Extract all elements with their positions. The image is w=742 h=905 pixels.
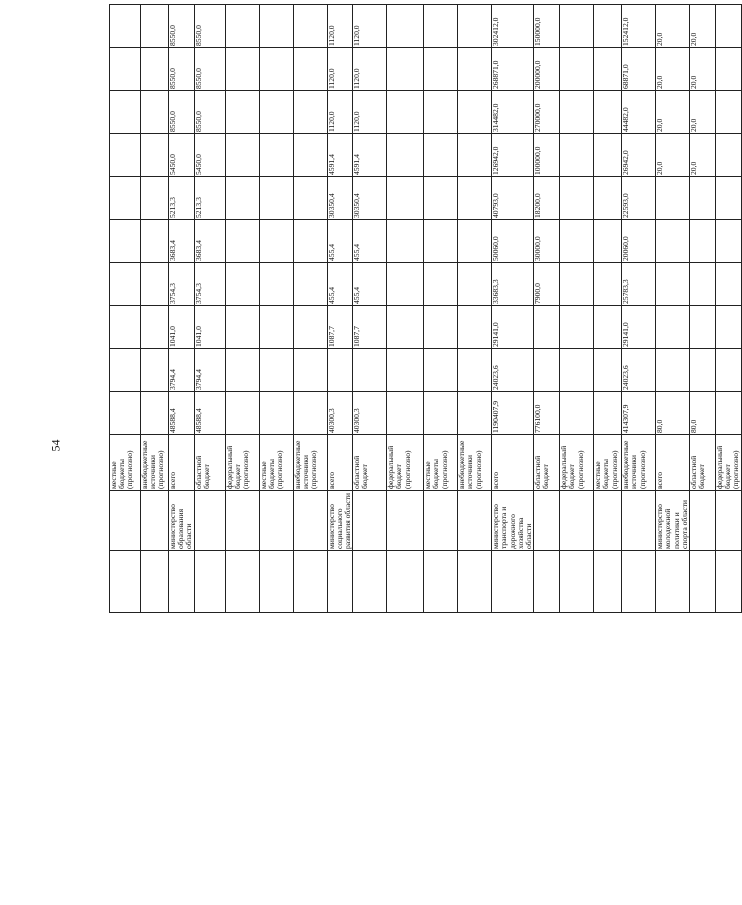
value-cell: 44482,0 xyxy=(622,91,656,134)
value-cell xyxy=(387,177,424,220)
value-cell: 1087,7 xyxy=(327,306,353,349)
value-cell: 8550,0 xyxy=(169,91,195,134)
organization-cell: министерство социального развития области xyxy=(327,491,353,551)
blank-cell xyxy=(424,551,458,613)
value-cell: 152412,0 xyxy=(622,5,656,48)
value-cell: 3754,3 xyxy=(169,263,195,306)
funding-source-cell: местные бюджеты (прогнозно) xyxy=(259,435,293,491)
value-cell xyxy=(110,177,141,220)
value-cell: 26942,0 xyxy=(622,134,656,177)
funding-source-cell: внебюджетные источники (прогнозно) xyxy=(622,435,656,491)
value-cell xyxy=(424,91,458,134)
value-cell: 20,0 xyxy=(656,5,690,48)
organization-cell xyxy=(716,491,742,551)
organization-cell xyxy=(293,491,327,551)
value-cell xyxy=(690,349,716,392)
organization-cell: министерство транспорта и дорожного хозяйства области xyxy=(492,491,534,551)
funding-source-cell: федеральный бюджет (прогнозно) xyxy=(716,435,742,491)
value-cell xyxy=(560,220,594,263)
value-cell: 40300,3 xyxy=(353,392,387,435)
value-cell: 80,0 xyxy=(690,392,716,435)
value-cell xyxy=(387,91,424,134)
organization-cell xyxy=(690,491,716,551)
table-row xyxy=(194,5,225,613)
value-cell xyxy=(594,134,622,177)
value-cell: 3754,3 xyxy=(194,263,225,306)
value-cell xyxy=(594,349,622,392)
value-cell: 80,0 xyxy=(656,392,690,435)
value-cell xyxy=(594,306,622,349)
value-cell xyxy=(716,177,742,220)
value-cell: 268871,0 xyxy=(492,48,534,91)
value-cell xyxy=(716,5,742,48)
blank-cell xyxy=(534,551,560,613)
value-cell: 4591,4 xyxy=(353,134,387,177)
value-cell xyxy=(110,392,141,435)
value-cell: 3683,4 xyxy=(194,220,225,263)
value-cell xyxy=(458,306,492,349)
table-row xyxy=(492,5,534,613)
value-cell xyxy=(387,134,424,177)
value-cell: 30350,4 xyxy=(353,177,387,220)
value-cell xyxy=(141,392,169,435)
value-cell xyxy=(594,263,622,306)
value-cell: 48588,4 xyxy=(169,392,195,435)
value-cell xyxy=(424,5,458,48)
value-cell xyxy=(424,177,458,220)
value-cell: 29141,0 xyxy=(492,306,534,349)
value-cell: 5213,3 xyxy=(194,177,225,220)
table-body xyxy=(110,5,742,613)
funding-source-cell: всего xyxy=(327,435,353,491)
blank-cell xyxy=(293,551,327,613)
value-cell: 22593,0 xyxy=(622,177,656,220)
value-cell xyxy=(259,91,293,134)
value-cell xyxy=(458,177,492,220)
value-cell: 100000,0 xyxy=(534,134,560,177)
value-cell: 1190407,9 xyxy=(492,392,534,435)
value-cell xyxy=(560,5,594,48)
value-cell: 33683,3 xyxy=(492,263,534,306)
value-cell xyxy=(110,134,141,177)
value-cell: 455,4 xyxy=(327,263,353,306)
blank-cell xyxy=(690,551,716,613)
rotated-table-container xyxy=(109,17,741,613)
value-cell xyxy=(560,263,594,306)
funding-source-cell: всего xyxy=(169,435,195,491)
value-cell xyxy=(716,306,742,349)
organization-cell xyxy=(424,491,458,551)
value-cell xyxy=(225,177,259,220)
value-cell: 455,4 xyxy=(353,263,387,306)
value-cell xyxy=(225,306,259,349)
value-cell xyxy=(594,177,622,220)
organization-cell xyxy=(353,491,387,551)
value-cell: 68871,0 xyxy=(622,48,656,91)
funding-source-cell: внебюджетные источники (прогнозно) xyxy=(141,435,169,491)
table-row xyxy=(110,5,141,613)
table-row xyxy=(225,5,259,613)
funding-source-cell: всего xyxy=(656,435,690,491)
table-row xyxy=(387,5,424,613)
value-cell: 776100,0 xyxy=(534,392,560,435)
value-cell: 455,4 xyxy=(353,220,387,263)
value-cell: 3683,4 xyxy=(169,220,195,263)
blank-cell xyxy=(560,551,594,613)
value-cell xyxy=(225,220,259,263)
value-cell xyxy=(141,220,169,263)
funding-source-cell: местные бюджеты (прогнозно) xyxy=(594,435,622,491)
table-row xyxy=(716,5,742,613)
value-cell xyxy=(259,5,293,48)
value-cell xyxy=(560,48,594,91)
value-cell xyxy=(141,349,169,392)
value-cell xyxy=(716,48,742,91)
value-cell xyxy=(656,349,690,392)
value-cell: 1120,0 xyxy=(327,5,353,48)
value-cell xyxy=(656,306,690,349)
organization-cell xyxy=(622,491,656,551)
value-cell xyxy=(293,306,327,349)
value-cell xyxy=(458,134,492,177)
value-cell: 270000,0 xyxy=(534,91,560,134)
value-cell xyxy=(716,91,742,134)
blank-cell xyxy=(387,551,424,613)
value-cell xyxy=(110,220,141,263)
value-cell xyxy=(387,48,424,91)
organization-cell xyxy=(594,491,622,551)
value-cell: 20,0 xyxy=(656,134,690,177)
organization-cell: министерство образования области xyxy=(169,491,195,551)
value-cell: 4591,4 xyxy=(327,134,353,177)
funding-source-cell: внебюджетные источники (прогнозно) xyxy=(458,435,492,491)
value-cell: 302412,0 xyxy=(492,5,534,48)
value-cell: 20,0 xyxy=(690,48,716,91)
budget-table xyxy=(109,4,742,613)
value-cell xyxy=(534,349,560,392)
value-cell: 414307,9 xyxy=(622,392,656,435)
value-cell: 18200,0 xyxy=(534,177,560,220)
value-cell xyxy=(560,134,594,177)
value-cell: 1041,0 xyxy=(194,306,225,349)
funding-source-cell: местные бюджеты (прогнозно) xyxy=(424,435,458,491)
table-row xyxy=(327,5,353,613)
organization-cell xyxy=(194,491,225,551)
value-cell: 1120,0 xyxy=(327,48,353,91)
value-cell: 20,0 xyxy=(690,91,716,134)
blank-cell xyxy=(110,551,141,613)
value-cell xyxy=(716,134,742,177)
value-cell: 30350,4 xyxy=(327,177,353,220)
value-cell xyxy=(424,349,458,392)
value-cell: 24023,6 xyxy=(492,349,534,392)
value-cell xyxy=(690,220,716,263)
value-cell xyxy=(387,263,424,306)
value-cell xyxy=(387,349,424,392)
value-cell: 200000,0 xyxy=(534,48,560,91)
funding-source-cell: областной бюджет xyxy=(534,435,560,491)
value-cell xyxy=(594,48,622,91)
value-cell xyxy=(225,349,259,392)
blank-cell xyxy=(594,551,622,613)
value-cell xyxy=(424,134,458,177)
value-cell xyxy=(424,48,458,91)
blank-cell xyxy=(141,551,169,613)
value-cell xyxy=(110,5,141,48)
value-cell: 8550,0 xyxy=(194,91,225,134)
value-cell xyxy=(458,91,492,134)
value-cell: 20,0 xyxy=(656,91,690,134)
table-row xyxy=(594,5,622,613)
value-cell: 20,0 xyxy=(690,5,716,48)
value-cell xyxy=(594,91,622,134)
value-cell: 1120,0 xyxy=(353,48,387,91)
value-cell xyxy=(716,392,742,435)
blank-cell xyxy=(169,551,195,613)
value-cell xyxy=(656,177,690,220)
value-cell xyxy=(293,263,327,306)
organization-cell xyxy=(387,491,424,551)
value-cell: 25783,3 xyxy=(622,263,656,306)
organization-cell xyxy=(110,491,141,551)
value-cell xyxy=(110,349,141,392)
value-cell: 150000,0 xyxy=(534,5,560,48)
table-row xyxy=(560,5,594,613)
value-cell xyxy=(387,306,424,349)
table-row xyxy=(141,5,169,613)
value-cell xyxy=(353,349,387,392)
value-cell: 1120,0 xyxy=(353,91,387,134)
value-cell xyxy=(259,263,293,306)
value-cell xyxy=(424,220,458,263)
blank-cell xyxy=(353,551,387,613)
value-cell xyxy=(458,48,492,91)
value-cell: 50060,0 xyxy=(492,220,534,263)
value-cell xyxy=(690,306,716,349)
page-number: 54 xyxy=(48,439,63,452)
organization-cell xyxy=(259,491,293,551)
blank-cell xyxy=(622,551,656,613)
value-cell xyxy=(141,177,169,220)
table-row xyxy=(293,5,327,613)
value-cell xyxy=(293,5,327,48)
value-cell xyxy=(110,306,141,349)
funding-source-cell: внебюджетные источники (прогнозно) xyxy=(293,435,327,491)
value-cell: 455,4 xyxy=(327,220,353,263)
value-cell xyxy=(225,48,259,91)
value-cell xyxy=(690,263,716,306)
value-cell: 5450,0 xyxy=(194,134,225,177)
table-row xyxy=(534,5,560,613)
value-cell: 1120,0 xyxy=(353,5,387,48)
value-cell: 7900,0 xyxy=(534,263,560,306)
value-cell: 1041,0 xyxy=(169,306,195,349)
blank-cell xyxy=(458,551,492,613)
value-cell xyxy=(387,5,424,48)
blank-cell xyxy=(327,551,353,613)
table-row xyxy=(690,5,716,613)
value-cell: 314482,0 xyxy=(492,91,534,134)
value-cell xyxy=(141,5,169,48)
value-cell xyxy=(259,48,293,91)
blank-cell xyxy=(194,551,225,613)
value-cell xyxy=(534,306,560,349)
value-cell: 3794,4 xyxy=(169,349,195,392)
table-row xyxy=(259,5,293,613)
value-cell xyxy=(560,349,594,392)
funding-source-cell: областной бюджет xyxy=(353,435,387,491)
value-cell xyxy=(594,5,622,48)
value-cell: 29141,0 xyxy=(622,306,656,349)
funding-source-cell: федеральный бюджет (прогнозно) xyxy=(387,435,424,491)
value-cell: 1120,0 xyxy=(327,91,353,134)
value-cell: 5213,3 xyxy=(169,177,195,220)
value-cell xyxy=(716,263,742,306)
funding-source-cell: местные бюджеты (прогнозно) xyxy=(110,435,141,491)
value-cell xyxy=(560,306,594,349)
value-cell xyxy=(293,48,327,91)
value-cell xyxy=(458,349,492,392)
value-cell xyxy=(690,177,716,220)
value-cell: 3794,4 xyxy=(194,349,225,392)
value-cell xyxy=(225,263,259,306)
organization-cell: министерство молодежной политики и спорта области xyxy=(656,491,690,551)
value-cell xyxy=(594,220,622,263)
value-cell: 24023,6 xyxy=(622,349,656,392)
value-cell: 20,0 xyxy=(656,48,690,91)
funding-source-cell: всего xyxy=(492,435,534,491)
value-cell xyxy=(293,220,327,263)
value-cell xyxy=(560,91,594,134)
value-cell: 8550,0 xyxy=(194,48,225,91)
value-cell: 126942,0 xyxy=(492,134,534,177)
value-cell xyxy=(259,306,293,349)
value-cell xyxy=(141,48,169,91)
organization-cell xyxy=(458,491,492,551)
value-cell xyxy=(141,263,169,306)
value-cell xyxy=(225,134,259,177)
value-cell: 40300,3 xyxy=(327,392,353,435)
value-cell xyxy=(259,220,293,263)
value-cell: 20,0 xyxy=(690,134,716,177)
blank-cell xyxy=(716,551,742,613)
value-cell: 5450,0 xyxy=(169,134,195,177)
value-cell xyxy=(656,220,690,263)
funding-source-cell: федеральный бюджет (прогнозно) xyxy=(225,435,259,491)
organization-cell xyxy=(560,491,594,551)
blank-cell xyxy=(492,551,534,613)
value-cell xyxy=(716,349,742,392)
value-cell xyxy=(259,177,293,220)
organization-cell xyxy=(225,491,259,551)
value-cell xyxy=(110,263,141,306)
value-cell xyxy=(259,134,293,177)
value-cell xyxy=(594,392,622,435)
value-cell xyxy=(458,263,492,306)
value-cell xyxy=(259,392,293,435)
value-cell xyxy=(424,263,458,306)
blank-cell xyxy=(259,551,293,613)
value-cell: 48588,4 xyxy=(194,392,225,435)
table-row xyxy=(169,5,195,613)
value-cell xyxy=(716,220,742,263)
value-cell xyxy=(424,306,458,349)
value-cell: 8550,0 xyxy=(169,5,195,48)
table-row xyxy=(424,5,458,613)
value-cell: 40793,0 xyxy=(492,177,534,220)
value-cell xyxy=(656,263,690,306)
value-cell xyxy=(141,91,169,134)
value-cell: 8550,0 xyxy=(169,48,195,91)
value-cell xyxy=(141,306,169,349)
value-cell xyxy=(225,5,259,48)
value-cell xyxy=(259,349,293,392)
blank-cell xyxy=(656,551,690,613)
value-cell xyxy=(293,349,327,392)
value-cell xyxy=(141,134,169,177)
value-cell xyxy=(327,349,353,392)
funding-source-cell: областной бюджет xyxy=(690,435,716,491)
value-cell xyxy=(293,392,327,435)
value-cell xyxy=(387,392,424,435)
funding-source-cell: федеральный бюджет (прогнозно) xyxy=(560,435,594,491)
table-row xyxy=(353,5,387,613)
funding-source-cell: областной бюджет xyxy=(194,435,225,491)
table-row xyxy=(622,5,656,613)
value-cell xyxy=(458,5,492,48)
organization-cell xyxy=(534,491,560,551)
value-cell xyxy=(387,220,424,263)
value-cell xyxy=(560,177,594,220)
table-row xyxy=(458,5,492,613)
value-cell xyxy=(458,220,492,263)
value-cell xyxy=(458,392,492,435)
value-cell xyxy=(225,91,259,134)
value-cell: 1087,7 xyxy=(353,306,387,349)
value-cell xyxy=(110,48,141,91)
value-cell xyxy=(110,91,141,134)
value-cell xyxy=(293,134,327,177)
value-cell xyxy=(560,392,594,435)
value-cell xyxy=(293,177,327,220)
value-cell xyxy=(225,392,259,435)
value-cell: 30000,0 xyxy=(534,220,560,263)
value-cell: 8550,0 xyxy=(194,5,225,48)
organization-cell xyxy=(141,491,169,551)
value-cell xyxy=(293,91,327,134)
value-cell xyxy=(424,392,458,435)
table-row xyxy=(656,5,690,613)
blank-cell xyxy=(225,551,259,613)
value-cell: 20060,0 xyxy=(622,220,656,263)
